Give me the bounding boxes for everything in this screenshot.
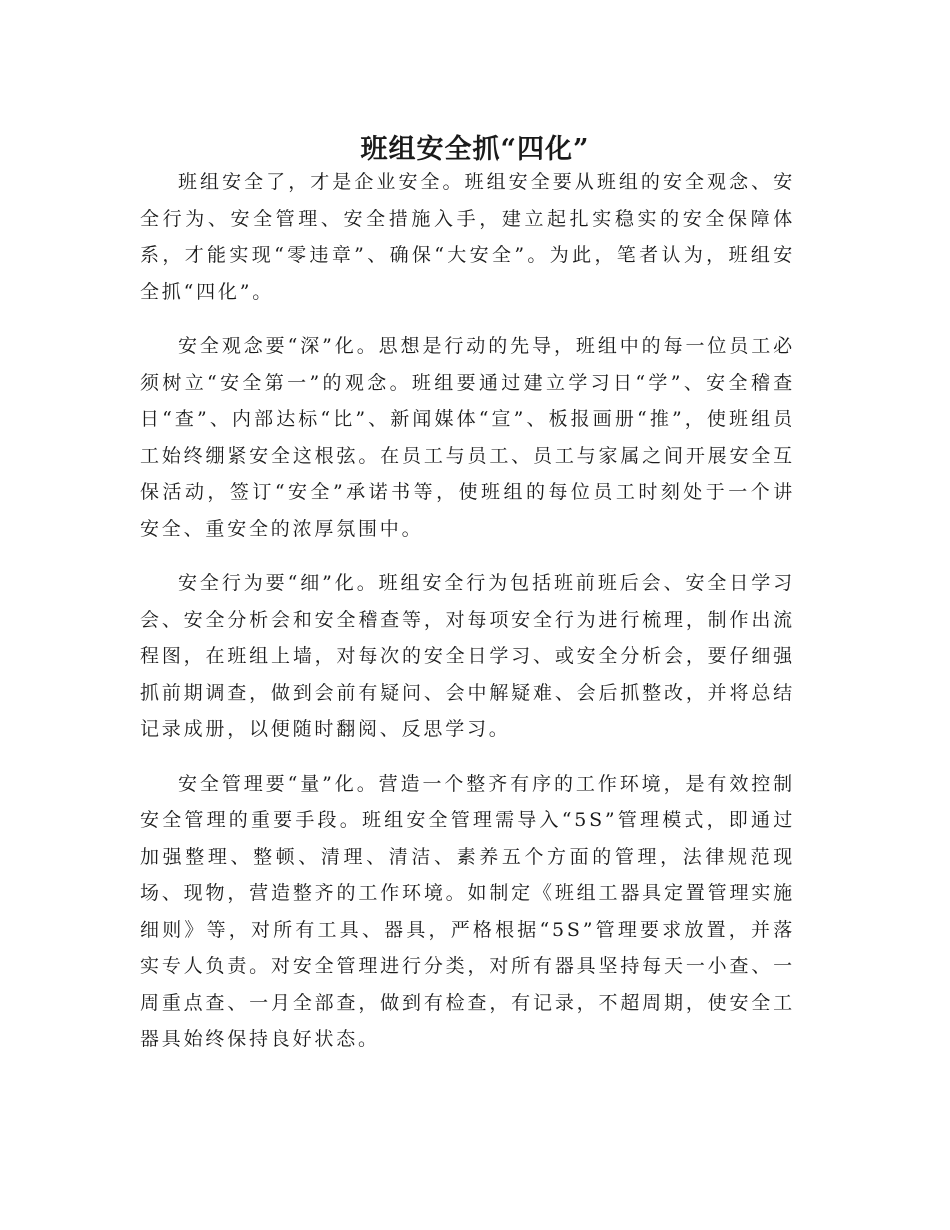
paragraph-safety-concept: 安全观念要“深”化。思想是行动的先导，班组中的每一位员工必须树立“安全第一”的观念。班组要通过建立学习日“学”、安全稽查日“查”、内部达标“比”、新闻媒体“宣”、板报画册“推”，使班组员工始终绷紧安全这根弦。在员工与员工、员工与家属之间开展安全互保活动，签订“安全”承诺书等，使班组的每位员工时刻处于一个讲安全、重安全的浓厚氛围中。 [140, 335, 795, 540]
paragraph-safety-behavior: 安全行为要“细”化。班组安全行为包括班前班后会、安全日学习会、安全分析会和安全稽查等，对每项安全行为进行梳理，制作出流程图，在班组上墙，对每次的安全日学习、或安全分析会，要仔细强抓前期调查，做到会前有疑问、会中解疑难、会后抓整改，并将总结记录成册，以便随时翻阅、反思学习。 [140, 572, 795, 740]
paragraph-safety-management: 安全管理要“量”化。营造一个整齐有序的工作环境，是有效控制安全管理的重要手段。班组安全管理需导入“5S”管理模式，即通过加强整理、整顿、清理、清洁、素养五个方面的管理，法律规范现场、现物，营造整齐的工作环境。如制定《班组工器具定置管理实施细则》等，对所有工具、器具，严格根据“5S”管理要求放置，并落实专人负责。对安全管理进行分类，对所有器具坚持每天一小查、一周重点查、一月全部查，做到有检查，有记录，不超周期，使安全工器具始终保持良好状态。 [140, 772, 795, 1050]
document-title: 班组安全抓“四化” [360, 134, 590, 166]
paragraph-intro: 班组安全了，才是企业安全。班组安全要从班组的安全观念、安全行为、安全管理、安全措施入手，建立起扎实稳实的安全保障体系，才能实现“零违章”、确保“大安全”。为此，笔者认为，班组安全抓“四化”。 [140, 171, 795, 303]
document-body [140, 164, 795, 1076]
